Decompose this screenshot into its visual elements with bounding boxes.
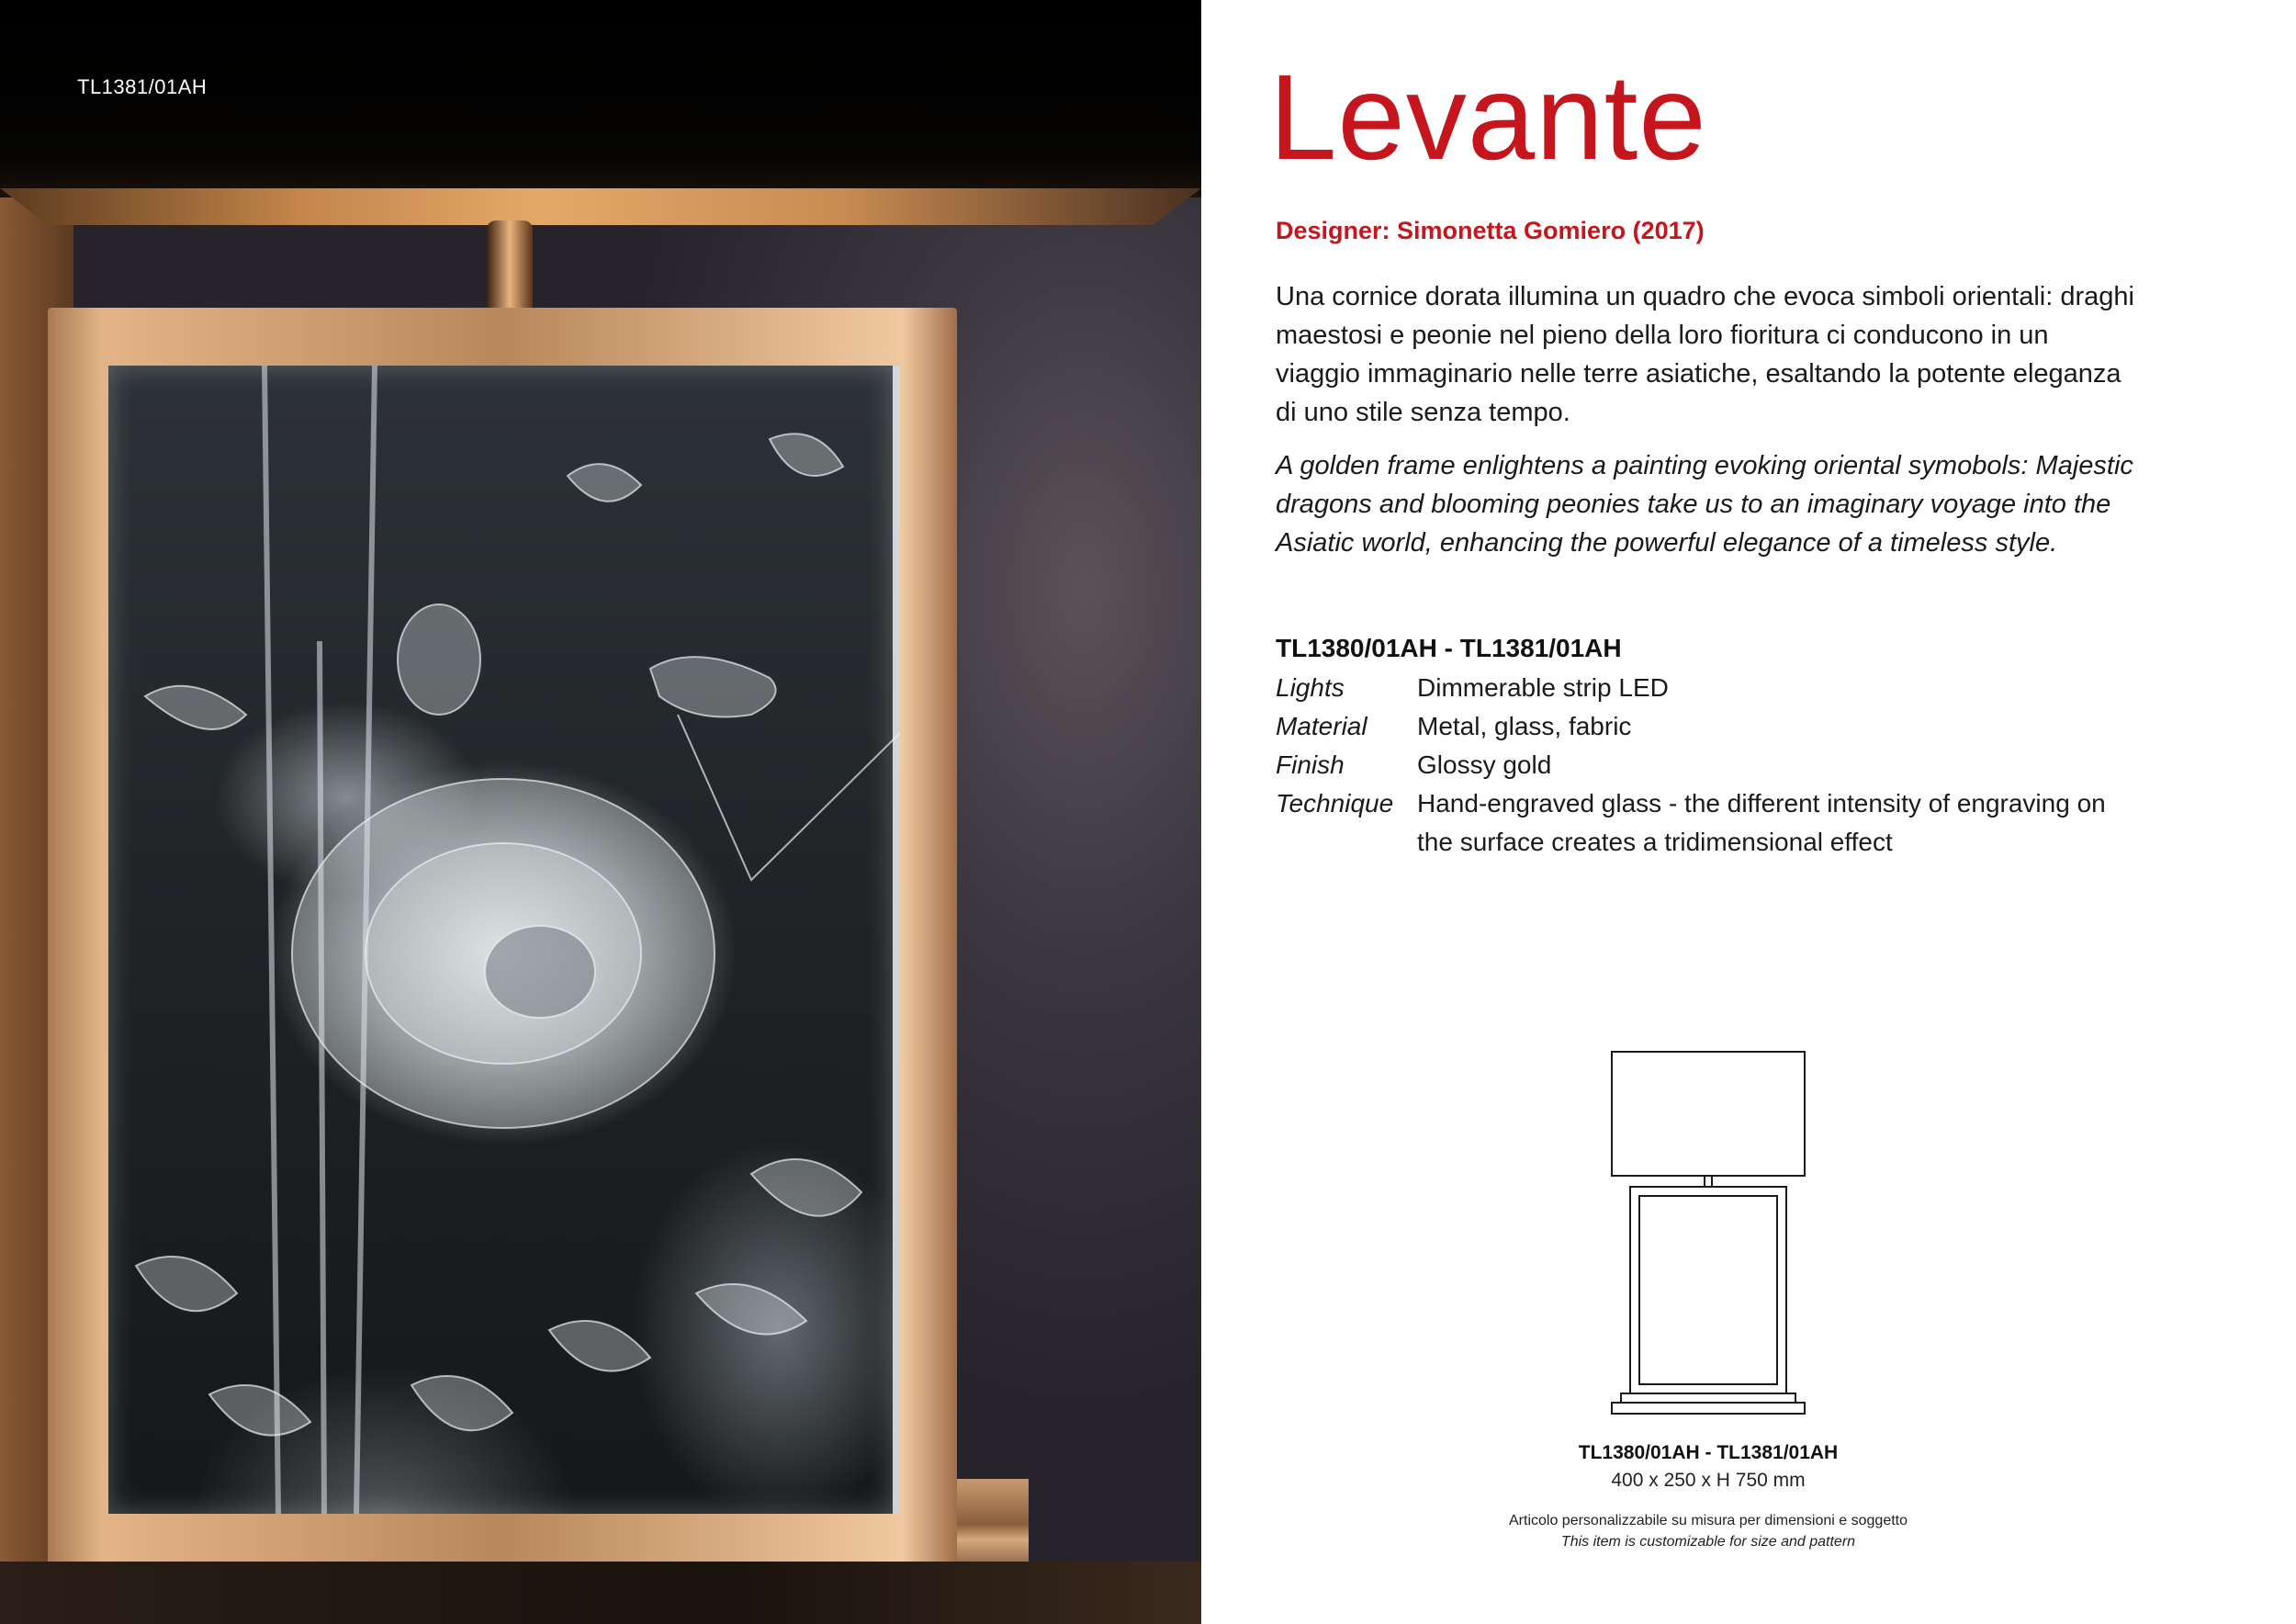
custom-note-italian: Articolo personalizzabile su misura per dimensioni e soggetto [1509,1513,1908,1528]
engraved-glass-panel [108,366,900,1514]
lamp-technical-drawing [1607,1047,1818,1424]
spec-row [1276,746,2157,784]
lamp-stem [487,220,533,320]
drawing-base-bottom [1612,1403,1805,1414]
custom-note-english: This item is customizable for size and pattern [1560,1534,1856,1550]
table-surface [0,1562,1201,1624]
spec-value: Dimmerable strip LED [1417,673,1669,702]
spec-value: Metal, glass, fabric [1417,712,1632,740]
drawing-shade [1612,1052,1805,1176]
designer-line: Designer: Simonetta Gomiero (2017) [1276,217,1705,244]
drawing-base-top [1621,1393,1795,1403]
spec-table [1276,669,2157,862]
photo-code-label: TL1381/01AH [77,75,208,98]
drawing-frame-outer [1630,1187,1786,1393]
drawing-frame-inner [1639,1196,1777,1384]
spec-key: Technique [1276,789,1394,818]
spec-row [1276,707,2157,746]
spec-title: TL1380/01AH - TL1381/01AH [1276,634,1622,662]
spec-value: Glossy gold [1417,750,1552,779]
spec-key: Material [1276,712,1367,740]
spec-row [1276,784,2157,862]
description-english: A golden frame enlightens a painting evoking oriental symobols: Majestic dragons and blooming peonies take us to an imaginary voyage into the Asiatic world, enhancing the powerful elegance of a timeless style. [1276,451,2133,558]
spec-key: Lights [1276,673,1345,702]
spec-value: Hand-engraved glass - the different intensity of engraving on the surface creates a tridimensional effect [1417,789,2106,856]
drawing-dimensions: 400 x 250 x H 750 mm [1611,1470,1806,1491]
engraving-illustration [108,366,900,1514]
product-title: Levante [1269,50,1707,185]
spec-row [1276,669,2157,707]
description-italian: Una cornice dorata illumina un quadro che evoca simboli orientali: draghi maestosi e peonie nel pieno della loro fioritura ci conducono in un viaggio immaginario nelle terre asiatiche, esaltando la potente eleganza di uno stile senza tempo. [1276,282,2134,427]
spec-key: Finish [1276,750,1345,779]
lamp-shade-rim [0,188,1201,225]
drawing-code: TL1380/01AH - TL1381/01AH [1578,1442,1839,1463]
